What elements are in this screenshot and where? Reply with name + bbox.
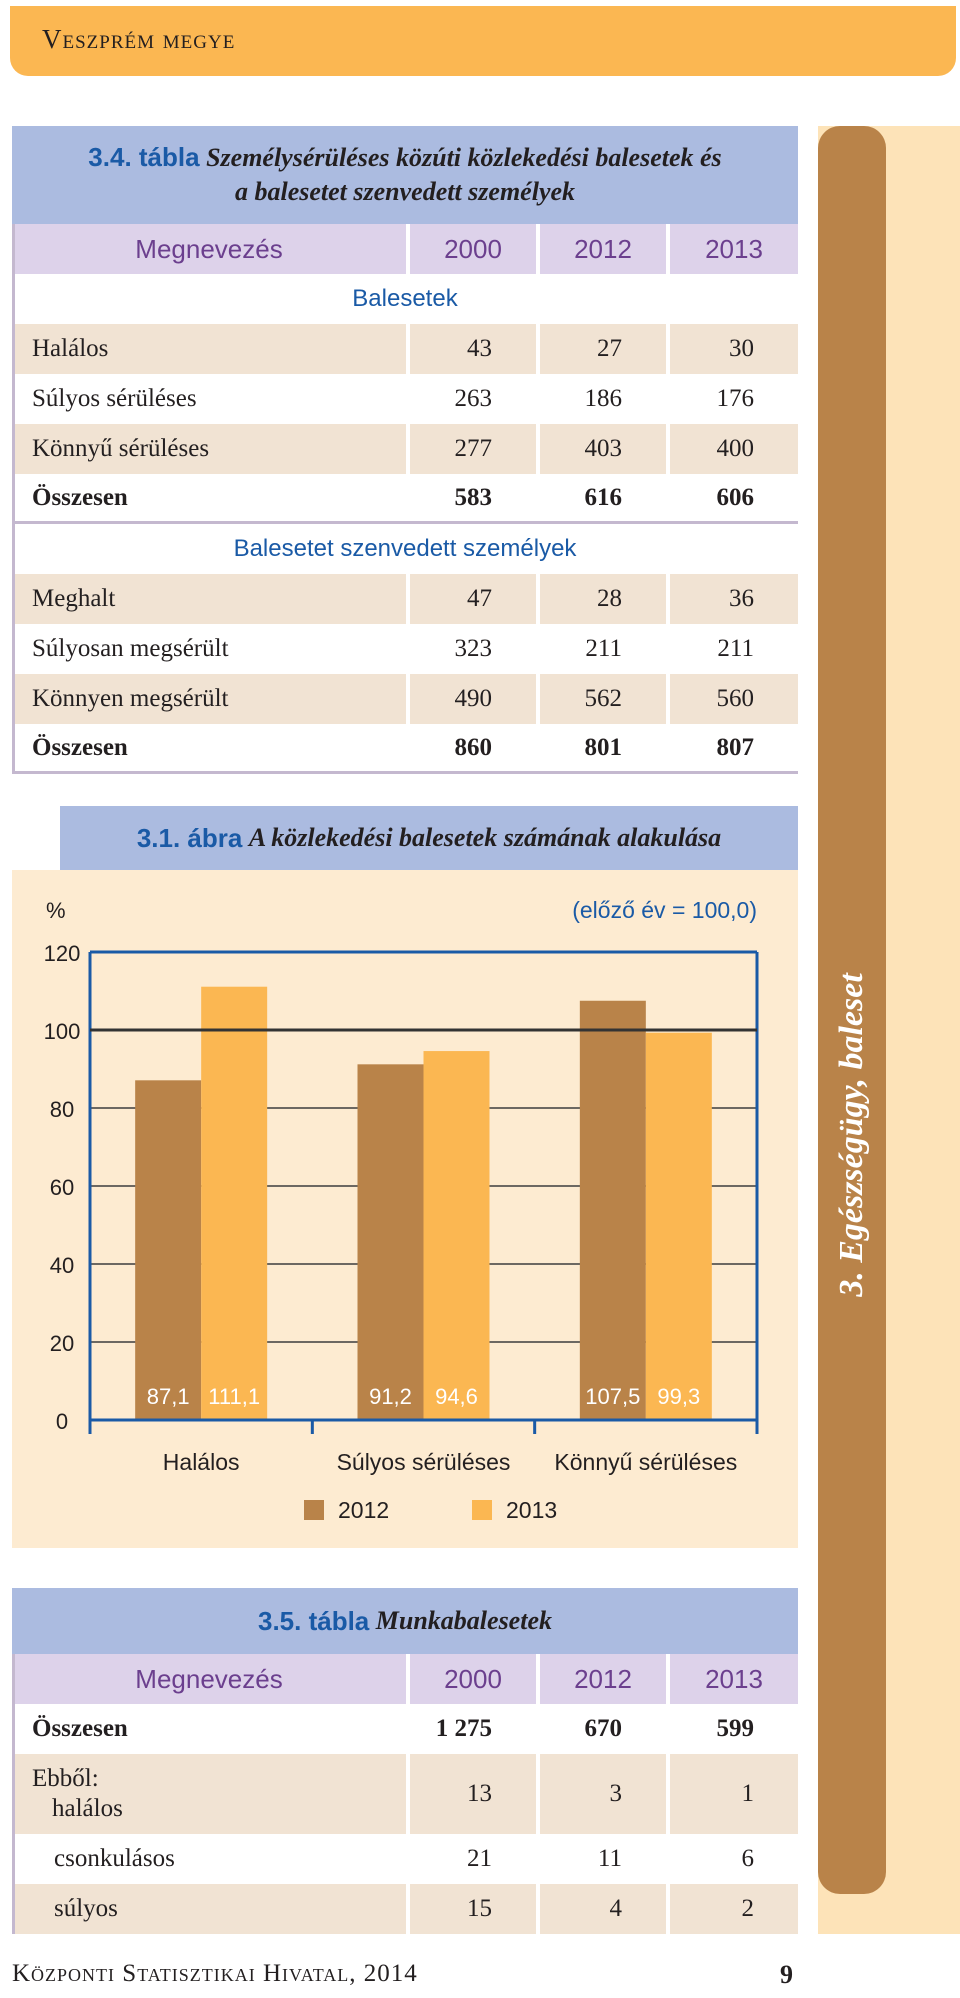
cell: 403: [536, 424, 666, 474]
y-tick-label: 120: [43, 941, 81, 966]
figure-3-1-number: 3.1. ábra: [136, 822, 243, 853]
figure-3-1-title-text: A közlekedési balesetek számának alakulása: [248, 823, 722, 852]
table-3-5-title-text: Munkabalesetek: [375, 1606, 552, 1635]
table-3-5-rows: [12, 1834, 798, 1934]
county-title: Veszprém megye: [42, 24, 236, 54]
table-row: [12, 324, 798, 374]
cell: 43: [406, 324, 536, 374]
table-3-5-header: [12, 1654, 798, 1704]
col-header: 2012: [536, 224, 666, 274]
cell: 583: [406, 474, 536, 521]
cell: 616: [536, 474, 666, 521]
row-label: Összesen: [32, 1715, 128, 1742]
bar-2013: [201, 987, 267, 1420]
row-label: Könnyen megsérült: [32, 685, 229, 712]
table-row: [12, 1834, 798, 1884]
cell: 1: [666, 1754, 798, 1834]
cell: 28: [536, 574, 666, 624]
table-row: [12, 1884, 798, 1934]
y-tick-label: 0: [55, 1409, 69, 1434]
col-header: Megnevezés: [135, 233, 283, 264]
row-label: Könnyű sérüléses: [32, 435, 210, 462]
col-header: Megnevezés: [135, 1663, 283, 1694]
cell: 6: [666, 1834, 798, 1884]
col-header: 2013: [666, 224, 798, 274]
cell: 277: [406, 424, 536, 474]
table-left-rule: [12, 224, 15, 774]
table-3-5: [12, 1588, 798, 1934]
footer-publisher: Központi Statisztikai Hivatal, 2014: [12, 1960, 418, 1987]
bar-chart: [12, 870, 798, 1548]
cell: 323: [406, 624, 536, 674]
chapter-tab-label: 3. Egészségügy, baleset: [833, 973, 870, 1297]
section2-rows: [12, 574, 798, 774]
table-3-5-title: [12, 1588, 798, 1654]
table-3-4: [12, 126, 798, 774]
row-label: Súlyos sérüléses: [32, 385, 197, 412]
cell: 186: [536, 374, 666, 424]
cell: 560: [666, 674, 798, 724]
cell: 860: [406, 724, 536, 771]
category-label: Könnyű sérüléses: [554, 1449, 738, 1475]
cell: 21: [406, 1834, 536, 1884]
page-number: 9: [780, 1960, 793, 1989]
cell: 27: [536, 324, 666, 374]
cell: 400: [666, 424, 798, 474]
category-label: Súlyos sérüléses: [336, 1449, 511, 1475]
y-tick-label: 20: [49, 1331, 75, 1356]
table-3-4-title-line2: a balesetet szenvedett személyek: [234, 177, 576, 206]
table-row: [12, 374, 798, 424]
cell: 211: [536, 624, 666, 674]
row-label: Halálos: [32, 335, 109, 362]
table-row: [12, 574, 798, 624]
row-label: Összesen: [32, 733, 128, 761]
section1-rows: [12, 324, 798, 524]
cell: 36: [666, 574, 798, 624]
legend-swatch-2012: [304, 1500, 324, 1520]
cell: 30: [666, 324, 798, 374]
bar-value-label: 107,5: [585, 1384, 641, 1409]
cell: 3: [536, 1754, 666, 1834]
cell: 599: [716, 1715, 754, 1742]
cell: 562: [536, 674, 666, 724]
table-row: [12, 1754, 798, 1834]
legend-swatch-2013: [472, 1500, 492, 1520]
bar-value-label: 91,2: [369, 1384, 412, 1409]
chart-note: (előző év = 100,0): [572, 897, 757, 923]
bar-2012: [358, 1064, 424, 1420]
table-3-4-number: 3.4. tábla: [88, 142, 200, 172]
figure-3-1-title: [60, 806, 798, 870]
cell: 211: [666, 624, 798, 674]
table-row: [12, 624, 798, 674]
y-tick-label: 80: [49, 1097, 75, 1122]
y-axis-unit: %: [46, 898, 66, 923]
y-tick-label: 100: [43, 1019, 81, 1044]
table-3-5-number: 3.5. tábla: [257, 1605, 370, 1636]
bar-2013: [646, 1033, 712, 1420]
ebbol-label: Ebből:: [32, 1765, 99, 1792]
table-row: [12, 674, 798, 724]
cell: 176: [666, 374, 798, 424]
cell: 670: [584, 1715, 622, 1742]
cell: 263: [406, 374, 536, 424]
y-tick-label: 60: [49, 1175, 75, 1200]
bar-value-label: 87,1: [146, 1384, 190, 1409]
row-label: Összesen: [32, 483, 128, 511]
bar-2012: [580, 1001, 646, 1420]
col-header: 2000: [406, 224, 536, 274]
bar-2013: [424, 1051, 490, 1420]
bar-2012: [135, 1080, 201, 1420]
table-row: [12, 424, 798, 474]
col-header: 2013: [666, 1654, 798, 1704]
row-label: csonkulásos: [54, 1845, 175, 1872]
legend-label: 2013: [506, 1497, 558, 1523]
bar-value-label: 99,3: [657, 1384, 701, 1409]
y-tick-label: 40: [49, 1253, 75, 1278]
cell: 807: [666, 724, 798, 771]
cell: 11: [536, 1834, 666, 1884]
cell: 2: [666, 1884, 798, 1934]
table-row: [12, 724, 798, 774]
page-header-band: [10, 6, 956, 76]
row-label: Meghalt: [32, 585, 116, 612]
table-row: [12, 1704, 798, 1754]
table-3-4-title: [12, 126, 798, 224]
col-header: 2012: [536, 1654, 666, 1704]
category-label: Halálos: [162, 1449, 240, 1475]
legend-label: 2012: [338, 1497, 390, 1523]
bar-value-label: 94,6: [435, 1384, 478, 1409]
cell: 4: [536, 1884, 666, 1934]
table-3-4-title-line1: Személysérüléses közúti közlekedési balesetek és: [206, 143, 722, 172]
col-header: 2000: [406, 1654, 536, 1704]
section-heading: Balesetet szenvedett személyek: [233, 535, 577, 562]
bar-value-label: 111,1: [208, 1384, 261, 1409]
section-heading: Balesetek: [352, 285, 458, 312]
cell: 15: [406, 1884, 536, 1934]
cell: 47: [406, 574, 536, 624]
cell: 13: [406, 1754, 536, 1834]
row-label: súlyos: [54, 1895, 118, 1922]
row-label: [12, 1754, 406, 1834]
table-3-4-header: [12, 224, 798, 274]
row-label: Súlyosan megsérült: [32, 635, 229, 662]
cell: 801: [536, 724, 666, 771]
table-left-rule: [12, 1654, 15, 1934]
halalos-label: halálos: [52, 1795, 123, 1822]
table-row: [12, 474, 798, 524]
cell: 606: [666, 474, 798, 521]
cell: 1 275: [435, 1715, 492, 1742]
cell: 490: [406, 674, 536, 724]
